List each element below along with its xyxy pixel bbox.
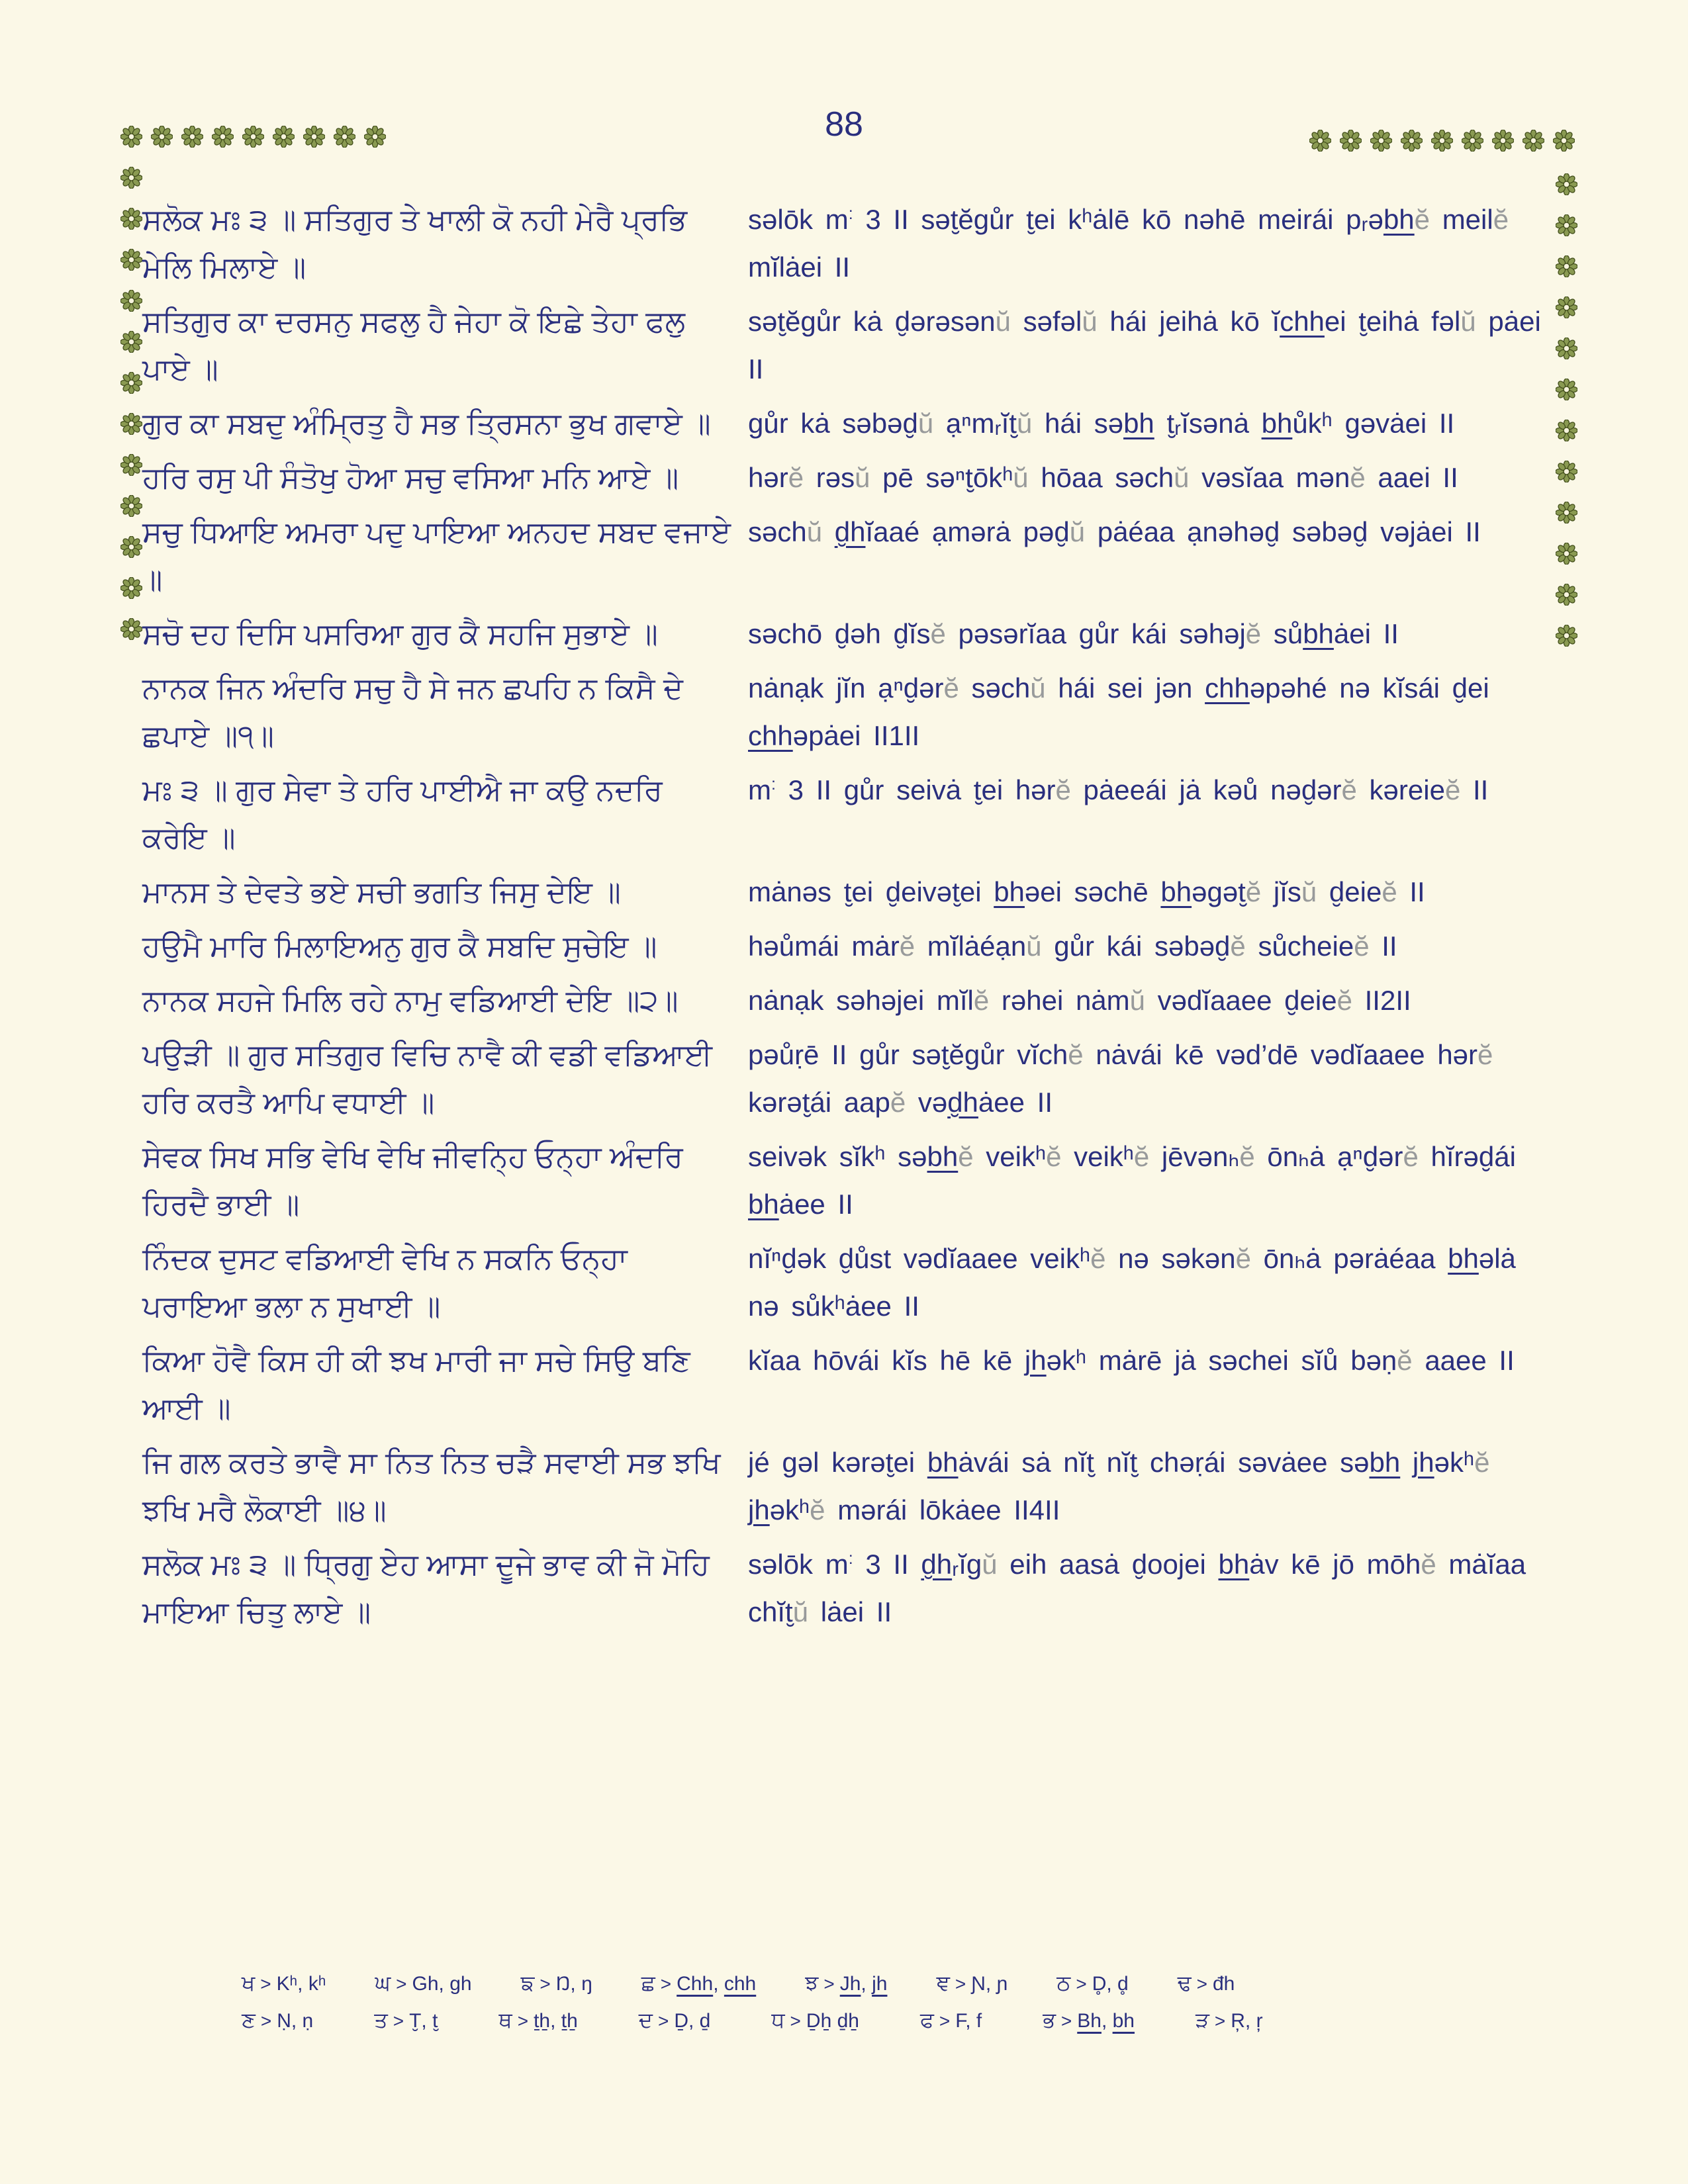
roman-equivalent: Ḏ, ḏ [674, 2010, 711, 2032]
gurmukhi-letter: ਘ [375, 1971, 391, 1995]
transliteration-text: gůr kȧ səbəd̮ŭ ạⁿmᵣĭt̮ŭ hái səbh t̮ᵣĭsənȧ bhůkʰ gəvȧei II [748, 408, 1455, 439]
mapping-arrow-icon: > [823, 1974, 835, 1994]
legend-row-1 [242, 1971, 1473, 1996]
flower-icon [120, 249, 142, 271]
flower-icon [120, 577, 142, 599]
roman-equivalent: F, f [955, 2010, 982, 2032]
gurmukhi-letter: ਣ [242, 2008, 256, 2032]
flower-icon [1556, 502, 1577, 523]
flower-icon [1492, 130, 1514, 152]
verse-row [142, 610, 1552, 658]
gurmukhi-text: ਸਤਿਗੁਰ ਕਾ ਦਰਸਨੁ ਸਫਲੁ ਹੈ ਜੇਹਾ ਕੋ ਇਛੇ ਤੇਹਾ ਫਲੁ ਪਾਏ ॥ [142, 304, 686, 386]
transliteration-text: səlōk m: 3 II d̮hᵣĭgŭ eih aasȧ d̮oojei bhȧv kē jō mōhĕ mȧĭaa chĭt̮ŭ lȧei II [748, 1549, 1526, 1627]
mapping-arrow-icon: > [939, 2011, 951, 2031]
gurmukhi-text: ਸਚੁ ਧਿਆਇ ਅਮਰਾ ਪਦੁ ਪਾਇਆ ਅਨਹਦ ਸਬਦ ਵਜਾਏ ॥ [142, 515, 731, 596]
mapping-arrow-icon: > [1060, 2011, 1072, 2031]
flower-icon [1523, 130, 1544, 152]
roman-equivalent: Ḏẖ ḏẖ [806, 2010, 859, 2032]
mapping-arrow-icon: > [790, 2011, 801, 2031]
flower-icon [1556, 173, 1577, 195]
mapping-arrow-icon: > [657, 2011, 669, 2031]
flower-icon [1370, 130, 1392, 152]
transliteration-text: hərĕ rəsŭ pē səⁿt̮ōkʰŭ hōaa səchŭ vəsĭaa mənĕ aaei II [748, 462, 1458, 493]
roman-equivalent: Kʰ, kʰ [276, 1973, 326, 1995]
roman-equivalent: D̥, d̥ [1092, 1973, 1129, 1995]
gurmukhi-text: ਹਉਮੈ ਮਾਰਿ ਮਿਲਾਇਅਨੁ ਗੁਰ ਕੈ ਸਬਦਿ ਸੁਚੇਇ ॥ [142, 929, 657, 963]
legend-item [1178, 1971, 1235, 1996]
flower-icon [120, 290, 142, 312]
gurmukhi-letter: ਝ [805, 1971, 819, 1995]
verse-row [142, 1133, 1552, 1228]
gurmukhi-letter: ਞ [936, 1971, 950, 1995]
flower-icon [1556, 543, 1577, 565]
mapping-arrow-icon: > [955, 1974, 966, 1994]
flower-icon [1556, 255, 1577, 277]
transliteration-text: səchŭ d̮hĭaaé ạmərȧ pəd̮ŭ pȧéaa ạnəhəd̮ səbəd̮ vəjȧei II [748, 516, 1481, 547]
flower-icon [181, 126, 203, 148]
gurmukhi-text: ਕਿਆ ਹੋਵੈ ਕਿਸ ਹੀ ਕੀ ਝਖ ਮਾਰੀ ਜਾ ਸਚੇ ਸਿਉ ਬਣਿ ਆਈ ॥ [142, 1343, 690, 1425]
transliteration-text: seivək sĭkʰ səbhĕ veikʰĕ veikʰĕ jēvənₕĕ ōnₕȧ ạⁿd̮ərĕ hĭrəd̮ái bhȧee II [748, 1141, 1516, 1220]
legend-row-2 [242, 2008, 1473, 2033]
gurmukhi-text: ਪਉੜੀ ॥ ਗੁਰ ਸਤਿਗੁਰ ਵਿਚਿ ਨਾਵੈ ਕੀ ਵਡੀ ਵਡਿਆਈ ਹਰਿ ਕਰਤੈ ਆਪਿ ਵਧਾਈ ॥ [142, 1038, 713, 1119]
flower-border-right [1556, 173, 1577, 647]
legend-item [936, 1971, 1008, 1996]
flower-icon [120, 413, 142, 435]
transliteration-text: həůmái mȧrĕ mĭlȧéạnŭ gůr kái səbəd̮ĕ sůcheieĕ II [748, 931, 1397, 962]
legend-item [521, 1971, 592, 1996]
verse-row [142, 923, 1552, 970]
flower-icon [120, 618, 142, 640]
gurmukhi-letter: ਭ [1043, 2008, 1056, 2032]
legend-item [805, 1971, 887, 1996]
verse-row [142, 1235, 1552, 1330]
flower-icon [1462, 130, 1483, 152]
roman-equivalent: Jh, jh [839, 1973, 888, 1995]
mapping-arrow-icon: > [1214, 2011, 1226, 2031]
flower-icon [1556, 625, 1577, 647]
legend-item [771, 2008, 859, 2033]
roman-equivalent: Gh, gh [412, 1973, 472, 1995]
mapping-arrow-icon: > [517, 2011, 529, 2031]
gurmukhi-text: ਹਰਿ ਰਸੁ ਪੀ ਸੰਤੋਖੁ ਹੋਆ ਸਚੁ ਵਸਿਆ ਮਨਿ ਆਏ ॥ [142, 461, 679, 494]
flower-border-top-left [120, 126, 386, 148]
legend-item [374, 2008, 438, 2033]
roman-equivalent: Ɲ, ɲ [971, 1973, 1008, 1995]
verse-row [142, 400, 1552, 447]
gurmukhi-letter: ੜ [1195, 2008, 1209, 2032]
flower-icon [151, 126, 173, 148]
gurmukhi-letter: ਖ [242, 1971, 256, 1995]
legend-item [498, 2008, 577, 2033]
flower-icon [1556, 296, 1577, 318]
gurmukhi-text: ਨਿੰਦਕ ਦੁਸਟ ਵਡਿਆਈ ਵੇਖਿ ਨ ਸਕਨਿ ਓਨ੍ਹਾ ਪਰਾਇਆ ਭਲਾ ਨ ਸੁਖਾਈ ॥ [142, 1242, 628, 1323]
flower-border-top-right [1309, 130, 1575, 152]
flower-icon [1553, 130, 1575, 152]
flower-icon [1309, 130, 1331, 152]
roman-equivalent: Bh, bh [1077, 2010, 1135, 2032]
flower-icon [120, 167, 142, 189]
transliteration-text: pəůṛē II gůr sət̮ĕgůr vĭchĕ nȧvái kē vəd’dē vədĭaaee hərĕ kərət̮ái aapĕ vəd̮hȧee II [748, 1039, 1493, 1118]
mapping-arrow-icon: > [1196, 1974, 1207, 1994]
gurmukhi-letter: ਧ [771, 2008, 785, 2032]
transliteration-text: nȧnạk səhəjei mĭlĕ rəhei nȧmŭ vədĭaaee d̮eieĕ II2II [748, 985, 1411, 1016]
flower-icon [1556, 584, 1577, 606]
flower-icon [1340, 130, 1362, 152]
flower-icon [120, 536, 142, 558]
flower-icon [120, 495, 142, 517]
roman-equivalent: ṯẖ, ṯẖ [534, 2010, 578, 2032]
flower-icon [1556, 338, 1577, 359]
flower-icon [1556, 379, 1577, 400]
roman-equivalent: Ŋ, ŋ [555, 1973, 592, 1995]
roman-equivalent: Ṇ, ṇ [277, 2010, 314, 2032]
mapping-arrow-icon: > [260, 2011, 272, 2031]
flower-icon [212, 126, 234, 148]
flower-icon [1401, 130, 1423, 152]
flower-icon [120, 372, 142, 394]
legend-item [242, 2008, 313, 2033]
legend-item [375, 1971, 471, 1996]
verse-row [142, 1337, 1552, 1432]
transliteration-text: səlōk m: 3 II sət̮ĕgůr t̮ei kʰȧlē kō nəhē meirái pᵣəbhĕ meilĕ mĭlȧei II [748, 204, 1509, 283]
transliteration-text: nĭⁿd̮ək d̮ůst vədĭaaee veikʰĕ nə səkənĕ ōnₕȧ pərȧéaa bhəlȧ nə sůkʰȧee II [748, 1243, 1516, 1322]
flower-icon [120, 126, 142, 148]
transliteration-text: mȧnəs t̮ei d̮eivət̮ei bhəei səchē bhəgət̮ĕ jĭsŭ d̮eieĕ II [748, 876, 1425, 907]
flower-icon [120, 331, 142, 353]
transliteration-text: nȧnạk jĭn ạⁿd̮ərĕ səchŭ hái sei jən chhəpəhé nə kĭsái d̮ei chhəpȧei II1II [748, 672, 1489, 751]
mapping-arrow-icon: > [539, 1974, 551, 1994]
gurmukhi-letter: ਢ [1177, 1971, 1192, 1995]
verse-row [142, 1439, 1552, 1534]
gurmukhi-letter: ਦ [638, 2008, 653, 2032]
verse-row [142, 868, 1552, 916]
transliteration-text: sət̮ĕgůr kȧ d̮ərəsənŭ səfəlŭ hái jeihȧ kō ĭchhei t̮eihȧ fəlŭ pȧei II [748, 306, 1541, 385]
legend-item [641, 1971, 756, 1996]
flower-icon [364, 126, 386, 148]
flower-icon [1556, 214, 1577, 236]
verse-row [142, 977, 1552, 1024]
verse-row [142, 454, 1552, 502]
transliteration-text: kĭaa hōvái kĭs hē kē jhəkʰ mȧrē jȧ səchei sĭů bəṇĕ aaee II [748, 1345, 1515, 1376]
gurmukhi-letter: ਤ [374, 2008, 388, 2032]
gurmukhi-text: ਸਚੋ ਦਹ ਦਿਸਿ ਪਸਰਿਆ ਗੁਰ ਕੈ ਸਹਜਿ ਸੁਭਾਏ ॥ [142, 617, 658, 651]
flower-border-left [120, 167, 142, 640]
mapping-arrow-icon: > [393, 2011, 404, 2031]
page-number: 88 [825, 105, 863, 144]
roman-equivalent: Chh, chh [677, 1973, 757, 1995]
verse-row [142, 298, 1552, 393]
roman-equivalent: đh [1212, 1973, 1235, 1995]
gurmukhi-text: ਨਾਨਕ ਸਹਜੇ ਮਿਲਿ ਰਹੇ ਨਾਮੁ ਵਡਿਆਈ ਦੇਇ ॥੨॥ [142, 983, 679, 1017]
mapping-arrow-icon: > [660, 1974, 672, 1994]
transliteration-text: səchō d̮əh d̮ĭsĕ pəsərĭaa gůr kái səhəjĕ sůbhȧei II [748, 618, 1399, 649]
gurmukhi-letter: ਛ [641, 1971, 655, 1995]
verse-row [142, 664, 1552, 760]
gurmukhi-text: ਸਲੋਕ ਮਃ ੩ ॥ ਧ੍ਰਿਗੁ ਏਹ ਆਸਾ ਦੂਜੇ ਭਾਵ ਕੀ ਜੋ ਮੋਹਿ ਮਾਇਆ ਚਿਤੁ ਲਾਏ ॥ [142, 1547, 710, 1629]
verse-row [142, 508, 1552, 604]
mapping-arrow-icon: > [396, 1974, 407, 1994]
verse-row [142, 1031, 1552, 1126]
legend-item [639, 2008, 711, 2033]
legend-item [1043, 2008, 1135, 2033]
legend-item [1056, 1971, 1128, 1996]
legend-item [920, 2008, 982, 2033]
legend-item [1196, 2008, 1263, 2033]
transliteration-text: jé gəl kərət̮ei bhȧvái sȧ nĭt̮ nĭt̮ chəṛái səvȧee səbh jhəkʰĕ jhəkʰĕ mərái lōkȧee II4II [748, 1447, 1490, 1525]
flower-icon [1556, 461, 1577, 482]
gurmukhi-letter: ਙ [520, 1971, 535, 1995]
gurmukhi-text: ਸਲੋਕ ਮਃ ੩ ॥ ਸਤਿਗੁਰ ਤੇ ਖਾਲੀ ਕੋ ਨਹੀ ਮੇਰੈ ਪ੍ਰਭਿ ਮੇਲਿ ਮਿਲਾਏ ॥ [142, 203, 687, 284]
legend-item [242, 1971, 326, 1996]
gurmukhi-text: ਸੇਵਕ ਸਿਖ ਸਭਿ ਵੇਖਿ ਵੇਖਿ ਜੀਵਨ੍ਹਿ ਓਨ੍ਹਾ ਅੰਦਰਿ ਹਿਰਦੈ ਭਾਈ ॥ [142, 1140, 683, 1221]
flower-icon [120, 454, 142, 476]
flower-icon [1556, 420, 1577, 441]
flower-icon [1431, 130, 1453, 152]
verse-row [142, 1541, 1552, 1636]
verse-row [142, 766, 1552, 862]
flower-icon [120, 208, 142, 230]
mapping-arrow-icon: > [260, 1974, 271, 1994]
roman-equivalent: R̦, r̦ [1231, 2010, 1263, 2032]
roman-equivalent: T̮, t̮ [409, 2010, 438, 2032]
gurmukhi-letter: ਥ [498, 2008, 512, 2032]
gurmukhi-text: ਜਿ ਗਲ ਕਰਤੇ ਭਾਵੈ ਸਾ ਨਿਤ ਨਿਤ ਚੜੈ ਸਵਾਈ ਸਭ ਝਖਿ ਝਖਿ ਮਰੈ ਲੋਕਾਈ ॥੪॥ [142, 1445, 721, 1527]
flower-icon [334, 126, 355, 148]
gurmukhi-letter: ਫ [919, 2008, 934, 2032]
flower-icon [273, 126, 295, 148]
gurmukhi-text: ਮਃ ੩ ॥ ਗੁਰ ਸੇਵਾ ਤੇ ਹਰਿ ਪਾਈਐ ਜਾ ਕਉ ਨਦਰਿ ਕਰੇਇ ॥ [142, 773, 663, 854]
flower-icon [242, 126, 264, 148]
verse-row [142, 196, 1552, 291]
verse-list [142, 196, 1552, 1643]
gurmukhi-text: ਨਾਨਕ ਜਿਨ ਅੰਦਰਿ ਸਚੁ ਹੈ ਸੇ ਜਨ ਛਪਹਿ ਨ ਕਿਸੈ ਦੇ ਛਪਾਏ ॥੧॥ [142, 671, 683, 752]
mapping-arrow-icon: > [1076, 1974, 1087, 1994]
gurmukhi-letter: ਠ [1056, 1971, 1071, 1995]
flower-icon [303, 126, 325, 148]
transliteration-legend [242, 1971, 1473, 2045]
gurmukhi-text: ਮਾਨਸ ਤੇ ਦੇਵਤੇ ਭਏ ਸਚੀ ਭਗਤਿ ਜਿਸੁ ਦੇਇ ॥ [142, 875, 621, 909]
transliteration-text: m: 3 II gůr seivȧ t̮ei hərĕ pȧeeái jȧ kəů nəd̮ərĕ kəreieĕ II [748, 774, 1489, 805]
gurmukhi-text: ਗੁਰ ਕਾ ਸਬਦੁ ਅੰਮ੍ਰਿਤੁ ਹੈ ਸਭ ਤ੍ਰਿਸਨਾ ਭੁਖ ਗਵਾਏ ॥ [142, 406, 711, 440]
